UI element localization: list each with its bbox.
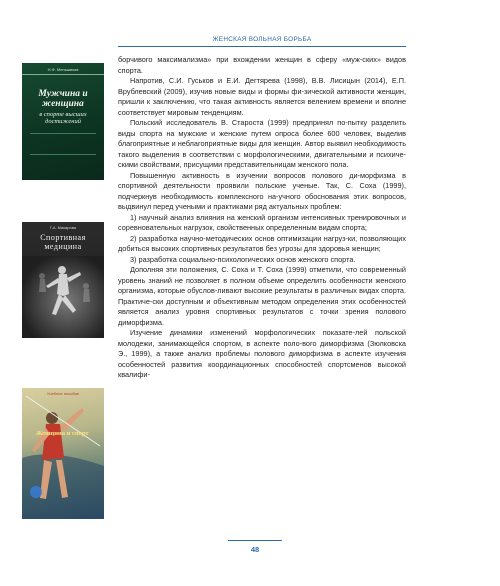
list-item: 3) разработка социально-психологических основ женского спорта. bbox=[130, 254, 356, 264]
book-cover-title: Спортивная медицина bbox=[40, 233, 86, 251]
book-cover-men-and-women bbox=[22, 63, 104, 180]
paragraph: Повышенную активность в изучении вопросов полового ди-морфизма в спортивной деятельности проявили польские ученые. Так, С. Соха (1999), подчеркнув необходимость комплексного на-учного обоснования этих вопросов, выдвинул перед учеными и практиками ряд актуальных проблем: bbox=[118, 170, 406, 211]
paragraph: Изучение динамики изменений морфологических показате-лей польской молодежи, занимающейся спортом, в аспекте поло-вого диморфизма (Зюлковска Э., 1999), а также анализ проблемы полового диморфизма в аспекте изучения особенностей развития координационных способностей спортсменов высокой квалифи- bbox=[118, 328, 406, 379]
paragraph: Дополняя эти положения, С. Соха и Т. Соха (1999) отметили, что современный уровень знаний не позволяет в полном объеме определить особенности женского организма, которые обуслов-ливают высокие результаты в различных видах спорта. Практиче-ски доступным и объективным методом определения этих особенностей является анализ уровня спортивных результатов с точки зрения полового диморфизма. bbox=[118, 265, 406, 327]
cover-band bbox=[22, 74, 104, 75]
paragraph: Напротив, С.И. Гуськов и Е.И. Дегтярева (1998), В.В. Лисицын (2014), Е.П. Врублевский (2009), изучив новые виды и формы фи-зической активности женщин, пришли к заключению, что такая активность является велением времени и вполне соответствует мировым тенденциям. bbox=[118, 76, 406, 117]
book-cover-title: Женщина и спорт bbox=[36, 430, 89, 437]
body-text bbox=[118, 55, 406, 381]
cover-athlete-photo bbox=[22, 256, 104, 338]
header-rule bbox=[118, 46, 406, 47]
book-cover-subtitle: в спорте высших достижений bbox=[39, 111, 87, 125]
book-cover-author: Н.Ф. Меньшиков bbox=[47, 67, 79, 72]
cover-decoration bbox=[30, 133, 96, 155]
book-cover-woman-and-sport bbox=[22, 388, 104, 519]
book-cover-title: Мужчина и женщина bbox=[38, 89, 88, 109]
page-number: 48 bbox=[250, 545, 260, 554]
paragraph: борчивого максимализма» при вхождении женщин в сферу «муж-ских» видов спорта. bbox=[118, 55, 406, 75]
book-cover-author: Г.А. Макарова bbox=[49, 225, 77, 230]
book-cover-sports-medicine bbox=[22, 222, 104, 338]
list-item: 1) научный анализ влияния на женский организм интенсивных тренировочных и соревновательных нагрузок, свойственных определенным видам спорта; bbox=[118, 212, 406, 232]
running-header: ЖЕНСКАЯ ВОЛЬНАЯ БОРЬБА bbox=[212, 36, 312, 43]
footer-rule bbox=[228, 540, 282, 541]
list-item: 2) разработка научно-методических основ оптимизации нагруз-ки, позволяющих добиться высоких спортивных результатов без угрозы для здоровья женщин; bbox=[118, 233, 406, 253]
paragraph: Польский исследователь В. Староста (1999) предпринял по-пытку разделить виды спорта на мужские и женские путем опроса более 600 человек, выделив благоприятные и неблагоприятные виды для женщин. Автор выявил необходимость такого выделения в соответствии с морфологическими, двигательными и психиче-скими свойствами, присущими представительницам женского пола. bbox=[118, 118, 406, 169]
book-cover-author: Учебное пособие bbox=[46, 391, 80, 396]
